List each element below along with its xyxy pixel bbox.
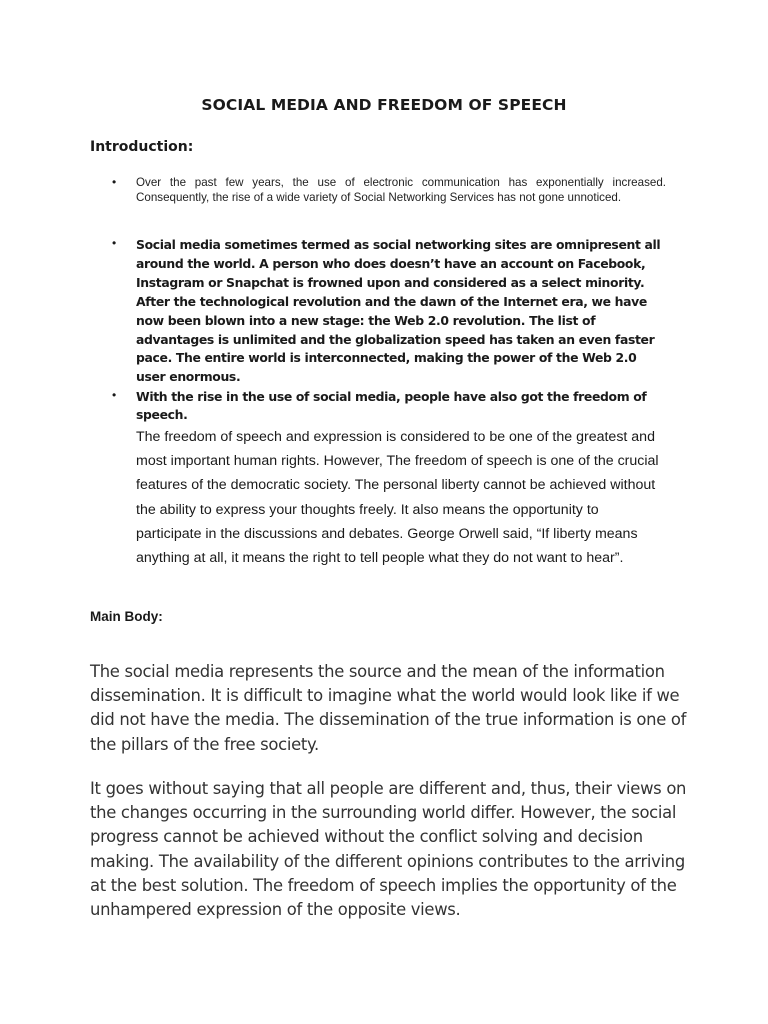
document-title: SOCIAL MEDIA AND FREEDOM OF SPEECH: [201, 96, 567, 114]
main-body-heading: Main Body:: [90, 609, 163, 624]
bullet-text: Over the past few years, the use of electronic communication has exponentially increased. Consequently, the rise of a wide variety of Social Networking Services has not gone unnoticed.: [136, 176, 666, 204]
main-body-paragraph-2: It goes without saying that all people are different and, thus, their views on the changes occurring in the surrounding world differ. However, the social progress cannot be achieved without the conflict solving and decision making. The availability of the different opinions contributes to the arriving at the best solution. The freedom of speech implies the opportunity of the unhampered expression of the opposite views.: [90, 779, 687, 920]
bullet-icon: •: [112, 236, 117, 250]
bullet-icon: •: [112, 175, 117, 189]
bullet-text: Social media sometimes termed as social networking sites are omnipresent all around the world. A person who does doesn’t have an account on Facebook, Instagram or Snapchat is frowned upon and considered as a select minority. After the technological revolution and the dawn of the Internet era, we have now been blown into a new stage: the Web 2.0 revolution. The list of advantages is unlimited and the globalization speed has taken an even faster pace. The entire world is interconnected, making the power of the Web 2.0 user enormous.: [136, 237, 661, 385]
bullet-icon: •: [112, 388, 117, 402]
bullet-body: [136, 388, 666, 570]
bullet-lead-text: With the rise in the use of social media, people have also got the freedom of speech.: [136, 389, 647, 422]
main-body-paragraph-1: The social media represents the source and the mean of the information dissemination. It is difficult to imagine what the world would look like if we did not have the media. The dissemination of the true information is one of the pillars of the free society.: [90, 662, 687, 754]
introduction-heading: Introduction:: [90, 139, 194, 155]
bullet-text: The freedom of speech and expression is considered to be one of the greatest and most important human rights. However, The freedom of speech is one of the crucial features of the democratic society. The personal liberty cannot be achieved without the ability to express your thoughts freely. It also means the opportunity to participate in the discussions and debates. George Orwell said, “If liberty means anything at all, it means the right to tell people what they do not want to hear”.: [136, 429, 659, 567]
